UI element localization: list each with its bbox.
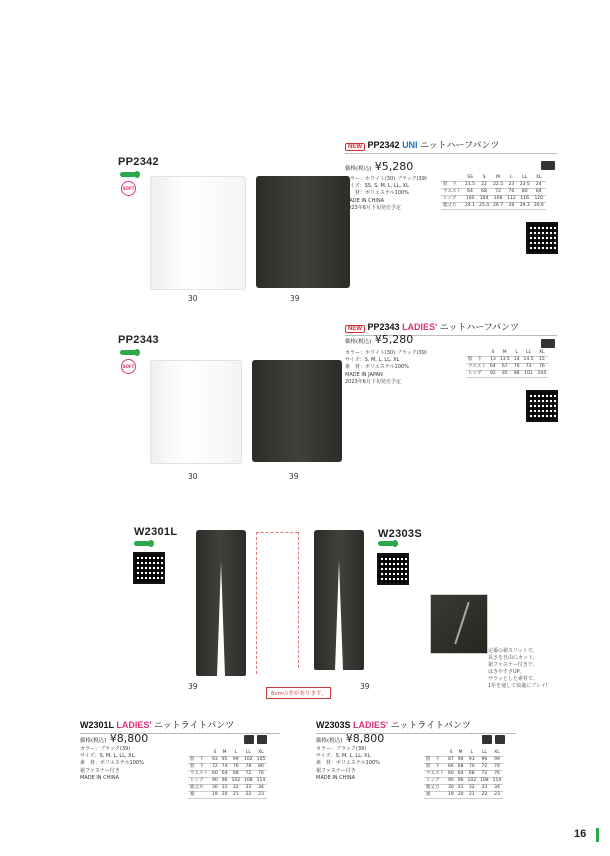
detail-note-line: 長さを自由にカット。 (488, 655, 538, 661)
qr-code-w2301l[interactable] (133, 552, 165, 584)
size-header-cell: S (488, 350, 498, 357)
size-cell: 15 (536, 357, 549, 364)
size-cell: 90 (448, 778, 454, 783)
size-table-row (424, 778, 503, 785)
size-cell: 股 下 (424, 764, 446, 771)
size-cell: 34 (491, 785, 504, 792)
price-prefix: 価格(税込) (80, 738, 107, 744)
qr-code-pp2343[interactable] (526, 390, 558, 422)
spec-line: 素 材：ポリエステル100% (316, 760, 380, 767)
size-cell: 23.5 (519, 182, 530, 187)
spec-line: MADE IN CHINA (80, 774, 120, 781)
spec-line: 2023年6月下旬発売予定 (345, 378, 401, 385)
size-cell: 84 (532, 189, 546, 196)
size-cell: 31 (457, 785, 464, 790)
size-cell: 95 (221, 757, 228, 762)
spec-line: サイズ：S, M, L, LL, XL (80, 753, 135, 760)
size-table-row (424, 764, 503, 771)
spec-line: 素 材：ポリエステル100% (345, 364, 409, 371)
specs-w2303s (316, 746, 380, 782)
size-cell: 30 (212, 785, 218, 790)
size-cell: 64 (463, 189, 477, 196)
color-code-w2303s: 39 (360, 682, 370, 691)
title-code: PP2343 (367, 322, 400, 332)
price-prefix: 価格(税込) (316, 738, 343, 744)
size-header-cell: S (446, 750, 456, 757)
size-cell: 76 (255, 771, 268, 778)
size-cell: 22.5 (493, 182, 504, 187)
size-cell: 股 下 (188, 757, 210, 764)
size-cell: 22 (477, 182, 491, 189)
size-header-cell: M (456, 750, 466, 757)
detail-note-line: はきやすさUP。 (488, 669, 525, 675)
size-table-w2301l (188, 750, 267, 799)
qr-code-w2303s[interactable] (377, 553, 409, 585)
title-gender: UNI (402, 140, 418, 150)
size-cell: 116 (518, 196, 532, 203)
size-table-row (441, 203, 546, 210)
size-cell: 20 (457, 792, 464, 797)
size-cell: 76 (536, 364, 549, 371)
size-header-cell: SS (463, 175, 477, 182)
size-table-row (441, 196, 546, 203)
size-table-row (424, 785, 503, 792)
price-pp2342 (345, 160, 413, 173)
brand-logo-icon (120, 350, 136, 355)
size-cell: 90 (212, 778, 218, 783)
size-cell: 96 (457, 778, 464, 783)
size-cell: 104 (537, 371, 547, 376)
spec-line: 2023年6月下旬発売予定 (345, 204, 401, 211)
new-tag: NEW (345, 143, 365, 151)
detail-note-line: サラッとした素材で、 (488, 676, 538, 682)
spec-line: カラー：ホワイト(30) ブラック(39) (345, 176, 427, 182)
size-cell: 60 (448, 771, 454, 776)
size-cell: 30 (448, 785, 454, 790)
size-cell: 股 下 (466, 357, 488, 364)
size-cell: 68 (457, 764, 464, 769)
specs-pp2342 (345, 176, 427, 212)
color-code-white: 30 (188, 294, 198, 303)
shorts-image-black (256, 176, 350, 288)
product-code-pp2342: PP2342 (118, 156, 159, 168)
size-cell: 99 (229, 757, 242, 764)
size-header-cell: S (210, 750, 220, 757)
size-table-row (188, 792, 267, 799)
size-cell: 19 (448, 792, 454, 797)
size-cell: 95 (498, 371, 512, 378)
size-cell: 裾 (188, 792, 210, 799)
fabric-icon (482, 735, 492, 744)
spec-line: 素 材：ポリエステル100% (80, 760, 144, 767)
size-cell: 34 (255, 785, 268, 792)
product-code-pp2343: PP2343 (118, 334, 159, 346)
page-number: 16 (574, 828, 587, 840)
size-cell: 66 (448, 764, 454, 769)
size-header-cell: L (505, 175, 518, 182)
size-cell: 96 (478, 757, 491, 764)
brand-logo-icon (378, 541, 394, 546)
size-cell: 80 (518, 189, 532, 196)
title-code: PP2342 (367, 140, 400, 150)
size-cell: 26.7 (493, 203, 504, 208)
product-code-w2301l: W2301L (134, 526, 178, 538)
size-cell: 33 (242, 785, 255, 792)
size-cell: 64 (221, 771, 228, 776)
size-cell: 96 (221, 778, 228, 783)
size-cell: 総丈方 (188, 785, 210, 792)
color-code-black: 39 (289, 472, 299, 481)
shorts-image-white (150, 176, 246, 290)
size-cell: 30.6 (533, 203, 544, 208)
detail-note-line: 定番の裾スリットで、 (488, 648, 538, 654)
size-cell: 67 (498, 364, 512, 371)
size-cell: 73 (522, 364, 536, 371)
price-value: ¥5,280 (374, 333, 414, 346)
size-cell: ウエスト (443, 189, 461, 194)
price-prefix: 価格(税込) (345, 166, 372, 172)
size-cell: 22 (242, 792, 255, 799)
size-cell: 23 (255, 792, 268, 799)
size-cell: 76 (491, 771, 504, 778)
size-cell: 総丈方 (441, 203, 463, 210)
size-header-cell: LL (478, 750, 491, 757)
detail-note-line: 裾ファスナー付きで、 (488, 662, 538, 668)
size-cell: 60 (212, 771, 218, 776)
size-header-cell: L (229, 750, 242, 757)
size-header-cell: L (465, 750, 478, 757)
size-cell: ウエスト (468, 364, 486, 369)
size-cell: 68 (477, 189, 491, 196)
spec-line: カラー：ブラック(39) (316, 746, 367, 752)
size-cell: 93 (465, 757, 478, 764)
size-header-cell: M (491, 175, 505, 182)
size-cell: 21.5 (465, 182, 476, 187)
size-cell: ウエスト (426, 771, 444, 776)
size-cell: ヒップ (441, 196, 463, 203)
size-cell: 24 (532, 182, 546, 189)
pants-image-w2303s (314, 530, 364, 670)
specs-pp2343 (345, 350, 427, 386)
size-header-cell: XL (491, 750, 504, 757)
care-icon (495, 735, 505, 744)
spec-line: MADE IN JAPAN (345, 371, 383, 378)
size-table-row (424, 757, 503, 764)
spec-line: サイズ：S, M, L, LL, XL (345, 357, 400, 364)
title-gender: LADIES' (353, 720, 389, 730)
size-cell: 68 (465, 771, 478, 778)
size-cell: 120 (532, 196, 546, 203)
size-cell: 78 (242, 764, 255, 771)
specs-w2301l (80, 746, 144, 782)
size-cell: 14.5 (523, 357, 534, 362)
size-cell: 29.3 (519, 203, 530, 208)
detail-note-line: 1年を通して快適にプレイ! (488, 683, 548, 689)
title-code: W2303S (316, 720, 351, 730)
price-value: ¥8,800 (109, 732, 149, 745)
size-table-row (424, 792, 503, 799)
size-header-cell: XL (532, 175, 546, 182)
size-cell: ヒップ (188, 778, 210, 785)
size-cell: 64 (457, 771, 464, 776)
size-cell: 裾 (424, 792, 446, 799)
title-gender: LADIES' (116, 720, 152, 730)
size-cell: 98 (513, 371, 520, 376)
product-code-w2303s: W2303S (378, 528, 422, 540)
title-name: ニットハーフパンツ (439, 322, 520, 332)
size-cell: 72 (478, 771, 491, 778)
size-cell: 14 (513, 357, 520, 362)
size-header-cell: XL (255, 750, 268, 757)
length-guide-line (256, 532, 257, 674)
size-cell: 72 (242, 771, 255, 778)
size-cell: 21 (229, 792, 242, 799)
title-gender: LADIES' (402, 322, 438, 332)
size-cell: 32 (465, 785, 478, 792)
size-table-w2303s (424, 750, 503, 799)
size-cell: 92 (490, 371, 496, 376)
size-header-cell: L (512, 350, 522, 357)
size-cell: 104 (477, 196, 491, 203)
size-cell: 13 (490, 357, 496, 362)
size-cell: 102 (244, 757, 253, 762)
size-cell: 76 (229, 764, 242, 771)
detail-note (488, 648, 548, 690)
size-cell: 64 (490, 364, 496, 369)
size-header-cell: M (220, 750, 230, 757)
size-cell: 股 下 (441, 182, 463, 189)
size-cell: 99 (491, 757, 504, 764)
size-table-pp2343 (466, 350, 548, 378)
size-cell: 105 (256, 757, 266, 762)
size-cell: ウエスト (190, 771, 208, 776)
size-cell: 25.4 (479, 203, 490, 208)
size-cell: 23 (491, 792, 504, 799)
size-header-cell: LL (518, 175, 532, 182)
spec-line: カラー：ホワイト(30) ブラック(39) (345, 350, 427, 356)
size-cell: 112 (507, 196, 516, 201)
size-cell: 108 (491, 196, 505, 203)
size-cell: 33 (478, 785, 491, 792)
size-table-row (188, 778, 267, 785)
soft-badge-icon: SOFT (121, 359, 136, 374)
size-cell: 70 (465, 764, 478, 771)
size-cell: 114 (256, 778, 266, 783)
qr-code-pp2342[interactable] (526, 222, 558, 254)
title-name: ニットライトパンツ (154, 720, 235, 730)
care-icon (257, 735, 267, 744)
price-value: ¥8,800 (345, 732, 385, 745)
spec-line: カラー：ブラック(39) (80, 746, 131, 752)
fabric-icon (244, 735, 254, 744)
size-cell: 108 (244, 778, 253, 783)
size-cell: 87 (448, 757, 454, 762)
spec-line: 素 材：ポリエステル100% (345, 190, 409, 197)
spec-line: 裾ファスナー付き (80, 767, 120, 774)
brand-logo-icon (120, 172, 136, 177)
spec-line: サイズ：S, M, L, LL, XL (316, 753, 371, 760)
size-cell: 23 (505, 182, 518, 189)
size-cell: 13.5 (499, 357, 510, 362)
shorts-image-black (252, 360, 342, 462)
pants-image-w2301l (196, 530, 246, 676)
size-cell: 80 (255, 764, 268, 771)
size-table-row (466, 371, 548, 378)
size-header-cell: LL (242, 750, 255, 757)
size-table-row (424, 771, 503, 778)
spec-line: MADE IN CHINA (345, 197, 385, 204)
size-cell: 股 下 (188, 764, 210, 771)
price-value: ¥5,280 (374, 160, 414, 173)
size-cell: 102 (231, 778, 241, 783)
size-cell: 90 (457, 757, 464, 762)
size-cell: ヒップ (424, 778, 446, 785)
zipper-icon (454, 602, 469, 644)
title-name: ニットライトパンツ (390, 720, 471, 730)
product-header-pp2342 (345, 138, 557, 154)
size-table-row (188, 757, 267, 764)
size-table-row (441, 182, 546, 189)
size-table-row (188, 764, 267, 771)
size-cell: 31 (221, 785, 228, 790)
fabric-icon (541, 161, 555, 170)
size-cell: 21 (465, 792, 478, 799)
size-cell: 74 (491, 764, 504, 771)
spec-line: 裾ファスナー付き (316, 767, 356, 774)
color-code-white: 30 (188, 472, 198, 481)
size-cell: 68 (229, 771, 242, 778)
size-cell: 102 (467, 778, 477, 783)
color-code-black: 39 (290, 294, 300, 303)
size-table-pp2342 (441, 175, 546, 210)
color-code-w2301l: 39 (188, 682, 198, 691)
size-table-row (466, 364, 548, 371)
size-cell: 100 (463, 196, 477, 203)
size-cell: 総丈方 (424, 785, 446, 792)
length-guide-line (298, 532, 299, 668)
length-difference-note: 6cmの差があります。 (266, 687, 331, 699)
size-cell: 108 (480, 778, 489, 783)
size-cell: 19 (212, 792, 218, 797)
length-guide-top (256, 532, 298, 533)
size-cell: 114 (492, 778, 502, 783)
size-table-row (466, 357, 548, 364)
hem-zipper-detail-image (430, 594, 488, 654)
size-header-cell: S (477, 175, 491, 182)
price-prefix: 価格(税込) (345, 339, 372, 345)
title-rule (345, 153, 557, 154)
size-table-row (441, 189, 546, 196)
page-marker (596, 828, 599, 842)
size-cell: 28 (505, 203, 518, 210)
title-name: ニットハーフパンツ (420, 140, 500, 150)
size-cell: 76 (505, 189, 518, 196)
size-cell: 101 (522, 371, 536, 378)
size-cell: 72 (478, 764, 491, 771)
price-pp2343 (345, 333, 413, 346)
size-cell: 72 (491, 189, 505, 196)
size-cell: 22 (478, 792, 491, 799)
fabric-icon (541, 339, 555, 348)
title-code: W2301L (80, 720, 114, 730)
spec-line: MADE IN CHINA (316, 774, 356, 781)
size-cell: 74 (221, 764, 228, 769)
size-cell: ヒップ (466, 371, 488, 378)
size-header-cell: M (498, 350, 512, 357)
size-cell: 70 (513, 364, 520, 369)
size-header-cell: XL (536, 350, 549, 357)
price-w2301l (80, 732, 148, 745)
shorts-image-white (150, 360, 242, 464)
price-w2303s (316, 732, 384, 745)
new-tag: NEW (345, 325, 365, 333)
size-cell: 股 下 (424, 757, 446, 764)
size-table-row (188, 771, 267, 778)
size-cell: 72 (212, 764, 218, 769)
size-cell: 93 (212, 757, 218, 762)
size-cell: 20 (221, 792, 228, 797)
spec-line: サイズ：SS, S, M, L, LL, XL (345, 183, 409, 190)
soft-badge-icon: SOFT (121, 181, 136, 196)
size-cell: 32 (229, 785, 242, 792)
brand-logo-icon (134, 541, 150, 546)
size-table-row (188, 785, 267, 792)
size-header-cell: LL (522, 350, 536, 357)
size-cell: 24.1 (465, 203, 476, 208)
